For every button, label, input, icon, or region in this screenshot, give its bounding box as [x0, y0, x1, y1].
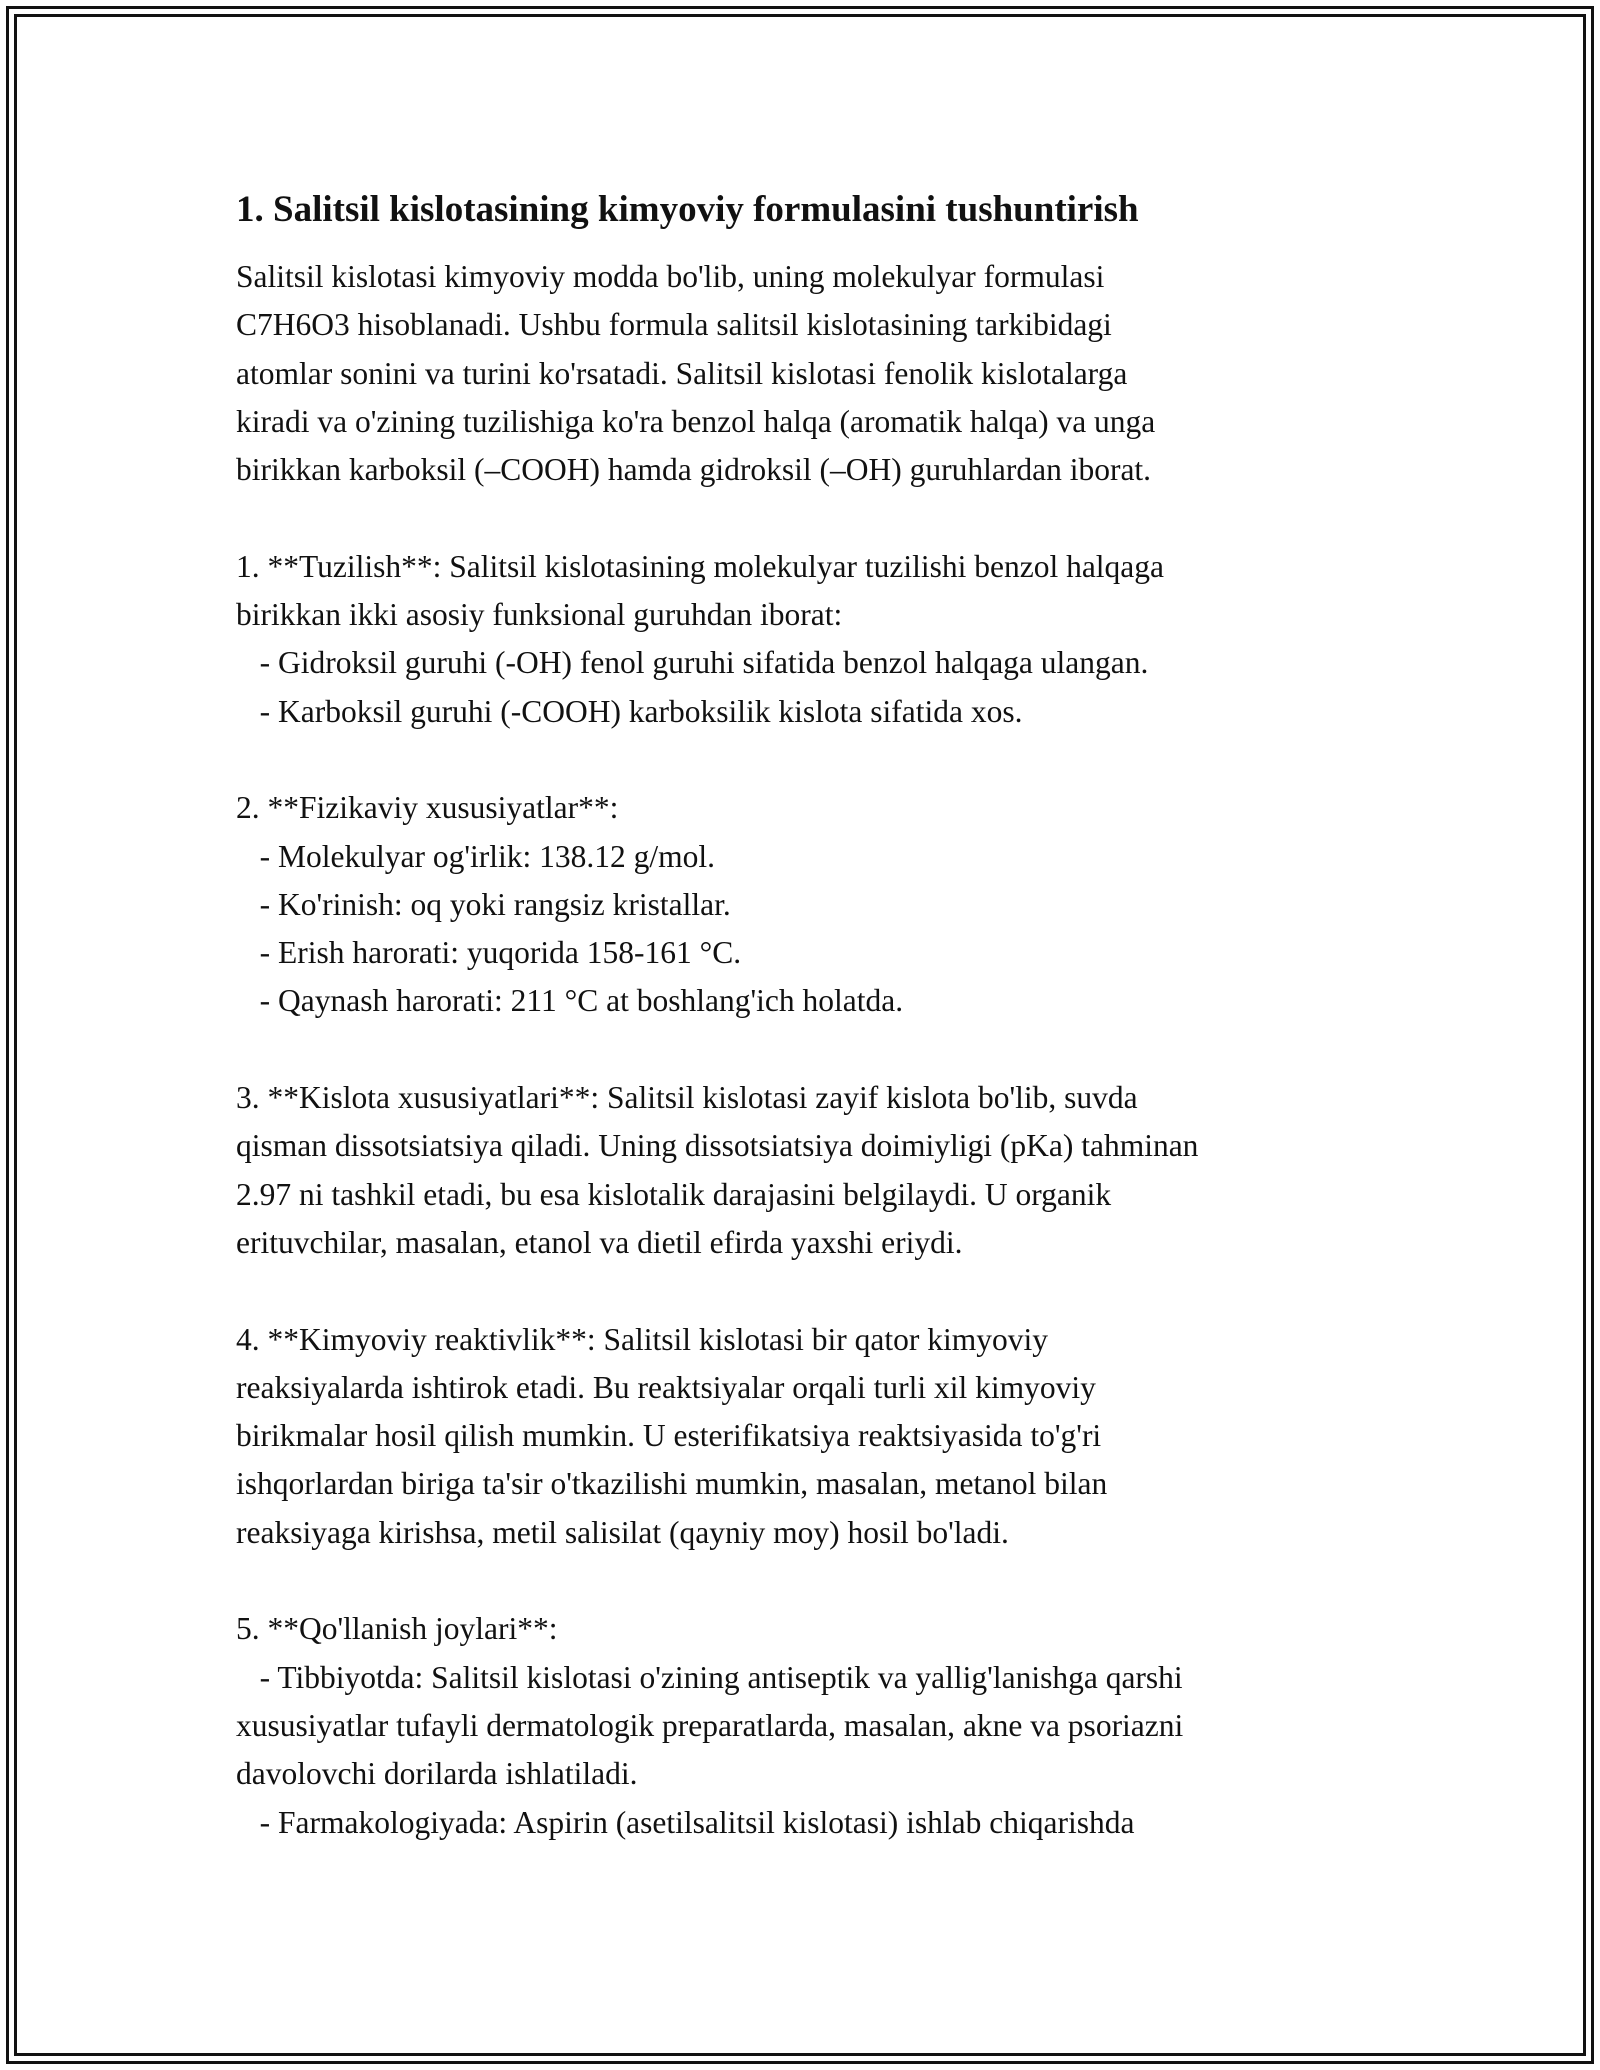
- text-line: C7H6O3 hisoblanadi. Ushbu formula salitsil kislotasining tarkibidagi: [236, 307, 1112, 343]
- text-line: birikmalar hosil qilish mumkin. U esterifikatsiya reaktsiyasida to'g'ri: [236, 1418, 1102, 1454]
- text-line: reaksiyaga kirishsa, metil salisilat (qayniy moy) hosil bo'ladi.: [236, 1514, 1009, 1550]
- text-line: 5. **Qo'llanish joylari**:: [236, 1611, 558, 1647]
- blank-line: [236, 736, 1376, 784]
- document-text: [236, 253, 1376, 1847]
- text-line: qisman dissotsiatsiya qiladi. Uning dissotsiatsiya doimiyligi (pKa) tahminan: [236, 1128, 1199, 1164]
- text-line: birikkan karboksil (–COOH) hamda gidroksil (–OH) guruhlardan iborat.: [236, 452, 1152, 488]
- text-line: - Farmakologiyada: Aspirin (asetilsalitsil kislotasi) ishlab chiqarishda: [236, 1804, 1135, 1840]
- text-line: Salitsil kislotasi kimyoviy modda bo'lib, uning molekulyar formulasi: [236, 259, 1105, 294]
- text-line: - Karboksil guruhi (-COOH) karboksilik kislota sifatida xos.: [236, 693, 1023, 729]
- blank-line: [236, 494, 1376, 542]
- document-body: [236, 186, 1376, 1847]
- text-line: 3. **Kislota xususiyatlari**: Salitsil kislotasi zayif kislota bo'lib, suvda: [236, 1080, 1138, 1116]
- text-line: xususiyatlar tufayli dermatologik preparatlarda, masalan, akne va psoriazni: [236, 1707, 1184, 1743]
- blank-line: [236, 1267, 1376, 1315]
- document-title: 1. Salitsil kislotasining kimyoviy formulasini tushuntirish: [236, 189, 1139, 230]
- text-line: - Qaynash harorati: 211 °C at boshlang'ich holatda.: [236, 983, 904, 1019]
- text-line: 2.97 ni tashkil etadi, bu esa kislotalik darajasini belgilaydi. U organik: [236, 1176, 1112, 1212]
- text-line: ishqorlardan biriga ta'sir o'tkazilishi mumkin, masalan, metanol bilan: [236, 1466, 1108, 1502]
- text-line: davolovchi dorilarda ishlatiladi.: [236, 1756, 638, 1792]
- text-line: erituvchilar, masalan, etanol va dietil efirda yaxshi eriydi.: [236, 1224, 963, 1260]
- text-line: - Gidroksil guruhi (-OH) fenol guruhi sifatida benzol halqaga ulangan.: [236, 645, 1149, 681]
- blank-line: [236, 1026, 1376, 1074]
- text-line: - Tibbiyotda: Salitsil kislotasi o'zining antiseptik va yallig'lanishga qarshi: [236, 1659, 1183, 1695]
- text-line: 2. **Fizikaviy xususiyatlar**:: [236, 790, 619, 826]
- text-line: birikkan ikki asosiy funksional guruhdan iborat:: [236, 597, 843, 633]
- text-line: 1. **Tuzilish**: Salitsil kislotasining molekulyar tuzilishi benzol halqaga: [236, 548, 1165, 584]
- text-line: kiradi va o'zining tuzilishiga ko'ra benzol halqa (aromatik halqa) va unga: [236, 403, 1156, 439]
- text-line: - Ko'rinish: oq yoki rangsiz kristallar.: [236, 886, 731, 922]
- blank-line: [236, 1557, 1376, 1605]
- text-line: reaksiyalarda ishtirok etadi. Bu reaktsiyalar orqali turli xil kimyoviy: [236, 1369, 1096, 1405]
- text-line: - Erish harorati: yuqorida 158-161 °C.: [236, 935, 742, 971]
- text-line: atomlar sonini va turini ko'rsatadi. Salitsil kislotasi fenolik kislotalarga: [236, 355, 1128, 391]
- text-line: 4. **Kimyoviy reaktivlik**: Salitsil kislotasi bir qator kimyoviy: [236, 1321, 1048, 1357]
- text-line: - Molekulyar og'irlik: 138.12 g/mol.: [236, 838, 716, 874]
